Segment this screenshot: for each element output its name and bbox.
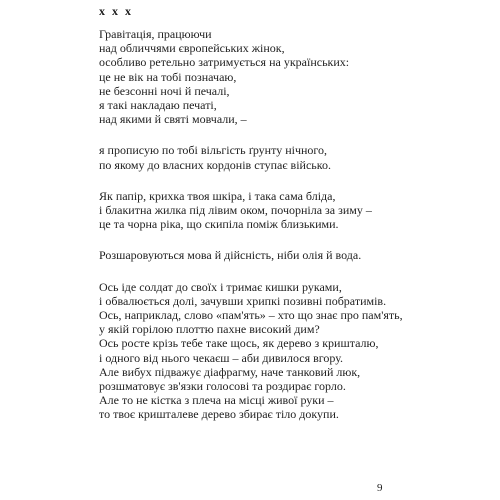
poem-line: Ось іде солдат до своїх і тримає кишки руками, — [99, 279, 342, 294]
stanza-4 — [99, 248, 489, 262]
poem-line: Як папір, крихка твоя шкіра, і така сама бліда, — [99, 188, 336, 203]
poem-line: над якими й святі мовчали, – — [99, 112, 247, 127]
page-number: 9 — [377, 482, 383, 494]
poem-line: Ось, наприклад, слово «пам'ять» – хто що знає про пам'ять, — [99, 308, 403, 323]
poem-line: і блакитна жилка під лівим оком, почорніла за зиму – — [99, 203, 372, 218]
poem-body — [99, 27, 489, 439]
poem-line: я такі накладаю печаті, — [99, 98, 217, 113]
stanza-2 — [99, 143, 489, 171]
poem-line: це та чорна ріка, що скипіла поміж близькими. — [99, 217, 339, 232]
poem-line: я прописую по тобі вільгість ґрунту нічного, — [99, 143, 328, 158]
poem-line: це не вік на тобі позначаю, — [99, 69, 237, 84]
stanza-1 — [99, 27, 489, 126]
poem-line: Але то не кістка з плеча на місці живої руки – — [99, 393, 334, 408]
stanza-3 — [99, 189, 489, 232]
poem-line: Ось росте крізь тебе таке щось, як дерево з кришталю, — [99, 336, 379, 351]
poem-line: Гравітація, працюючи — [99, 27, 212, 41]
poem-line: Але вибух підважує діафрагму, наче танковий люк, — [99, 364, 361, 379]
poem-line: по якому до власних кордонів ступає військо. — [99, 157, 331, 172]
poem-line: розшматовує зв'язки голосові та роздирає горло. — [99, 379, 346, 394]
poem-line: особливо ретельно затримується на українських: — [99, 55, 350, 70]
poem-line: і одного від нього чекаєш – аби дивилося вгору. — [99, 350, 344, 365]
poem-line: і обвалюється долі, зачувши хрипкі позивні побратимів. — [99, 293, 387, 308]
poem-line: то твоє кришталеве дерево збирає тіло докупи. — [99, 407, 339, 422]
poem-line: над обличчями європейських жінок, — [99, 41, 285, 56]
poem-line: не безсонні ночі й печалі, — [99, 83, 230, 98]
poem-heading: x x x — [99, 4, 133, 18]
poem-line: Розшаровуються мова й дійсність, ніби олія й вода. — [99, 248, 362, 263]
stanza-5 — [99, 280, 489, 422]
poem-line: у якій горілою плоттю пахне високий дим? — [99, 322, 320, 337]
